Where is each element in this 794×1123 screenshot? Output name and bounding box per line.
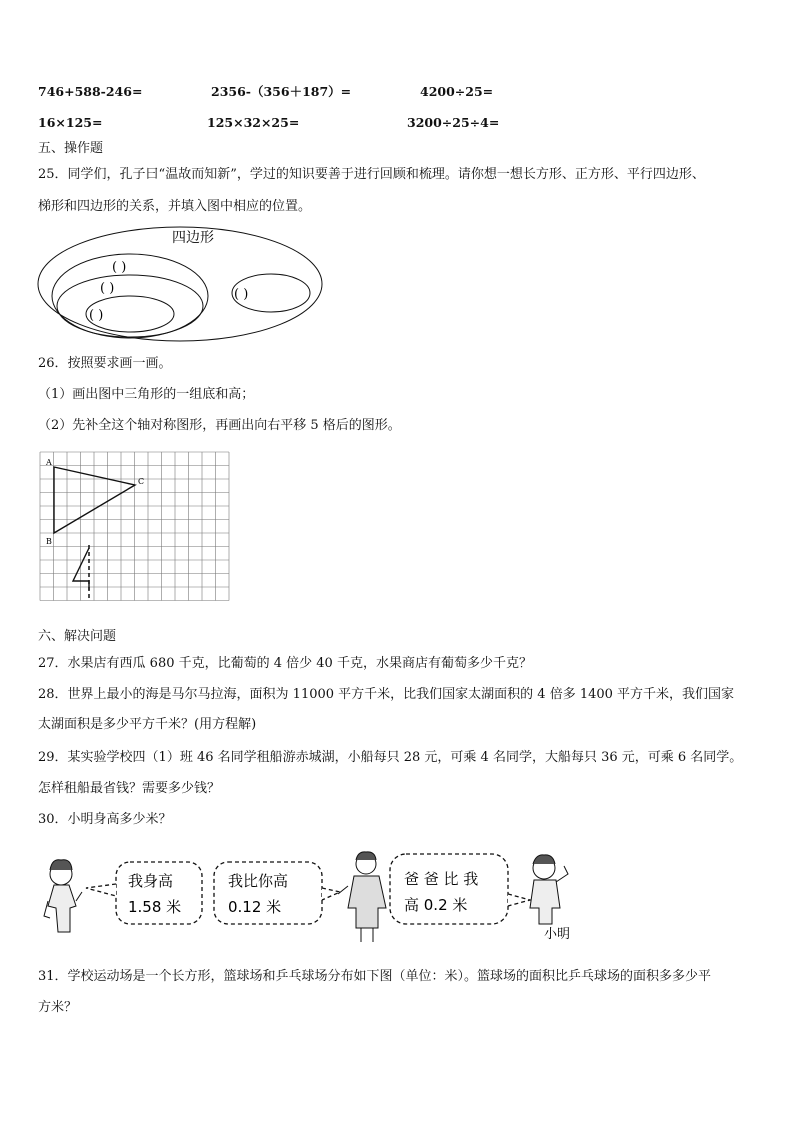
triangle-abc [54,467,135,533]
q25-line1: 25．同学们，孔子曰“温故而知新”，学过的知识要善于进行回顾和梳理。请你想一想长方形、正方形、平行四边形、 [38,167,705,182]
bubble3-line2: 高 0.2 米 [404,896,468,914]
q31-line1: 31．学校运动场是一个长方形，篮球场和乒乓球场分布如下图（单位：米）。篮球场的面积比乒乓球场的面积多多少平 [38,969,712,984]
bubble1-line1: 我身高 [128,872,174,890]
q28-line1: 28．世界上最小的海是马尔马拉海，面积为 11000 平方千米，比我们国家太湖面积的 4 倍多 1400 平方千米，我们国家 [38,687,735,702]
xiaoming-figure [530,855,568,924]
blank-1: ( ) [112,260,127,275]
exercise-2: 2356-（356＋187）= [211,84,352,99]
bubble3-line1: 爸 爸 比 我 [404,870,479,888]
xiaoming-label: 小明 [544,927,571,942]
q25-line2: 梯形和四边形的关系，并填入图中相应的位置。 [38,199,312,214]
height-illustration [36,846,596,946]
q30-title: 30．小明身高多少米？ [38,812,172,827]
bubble1-line2: 1.58 米 [128,898,182,916]
q26-item1: （1）画出图中三角形的一组底和高； [38,387,255,402]
blank-2: ( ) [100,281,115,296]
q26-item2: （2）先补全这个轴对称图形，再画出向右平移 5 格后的图形。 [38,418,401,433]
q29-line2: 怎样租船最省钱？需要多少钱？ [38,781,221,796]
exercise-3: 4200÷25= [420,84,494,99]
label-c: C [138,477,145,486]
half-figure [73,548,89,590]
blank-3: ( ) [89,308,104,323]
label-b: B [46,537,52,546]
q28-line2: 太湖面积是多少平方千米？(用方程解) [38,717,257,732]
rectangle-ellipse [57,275,203,337]
grid-lines [40,452,229,601]
quadrilateral-venn-diagram [36,222,336,344]
girl-figure [44,860,82,932]
bubble2-line2: 0.12 米 [228,898,282,916]
exercise-5: 125×32×25= [207,115,300,130]
exercise-1: 746+588-246= [38,84,143,99]
q29-line1: 29．某实验学校四（1）班 46 名同学租船游赤城湖，小船每只 28 元，可乘 4 名同学，大船每只 36 元，可乘 6 名同学。 [38,750,743,765]
quadrilateral-label: 四边形 [172,230,214,246]
section-six-heading: 六、解决问题 [38,629,117,644]
q26-title: 26．按照要求画一画。 [38,356,172,371]
father-figure [338,852,386,942]
label-a: A [46,458,52,467]
q27-text: 27．水果店有西瓜 680 千克，比葡萄的 4 倍少 40 千克，水果商店有葡萄多少千克？ [38,656,532,671]
exercise-4: 16×125= [38,115,103,130]
section-five-heading: 五、操作题 [38,141,104,156]
bubble2-line1: 我比你高 [228,872,289,890]
drawing-grid [36,448,256,618]
q31-line2: 方米？ [38,1000,78,1015]
blank-4: ( ) [234,287,249,302]
exercise-6: 3200÷25÷4= [407,115,500,130]
